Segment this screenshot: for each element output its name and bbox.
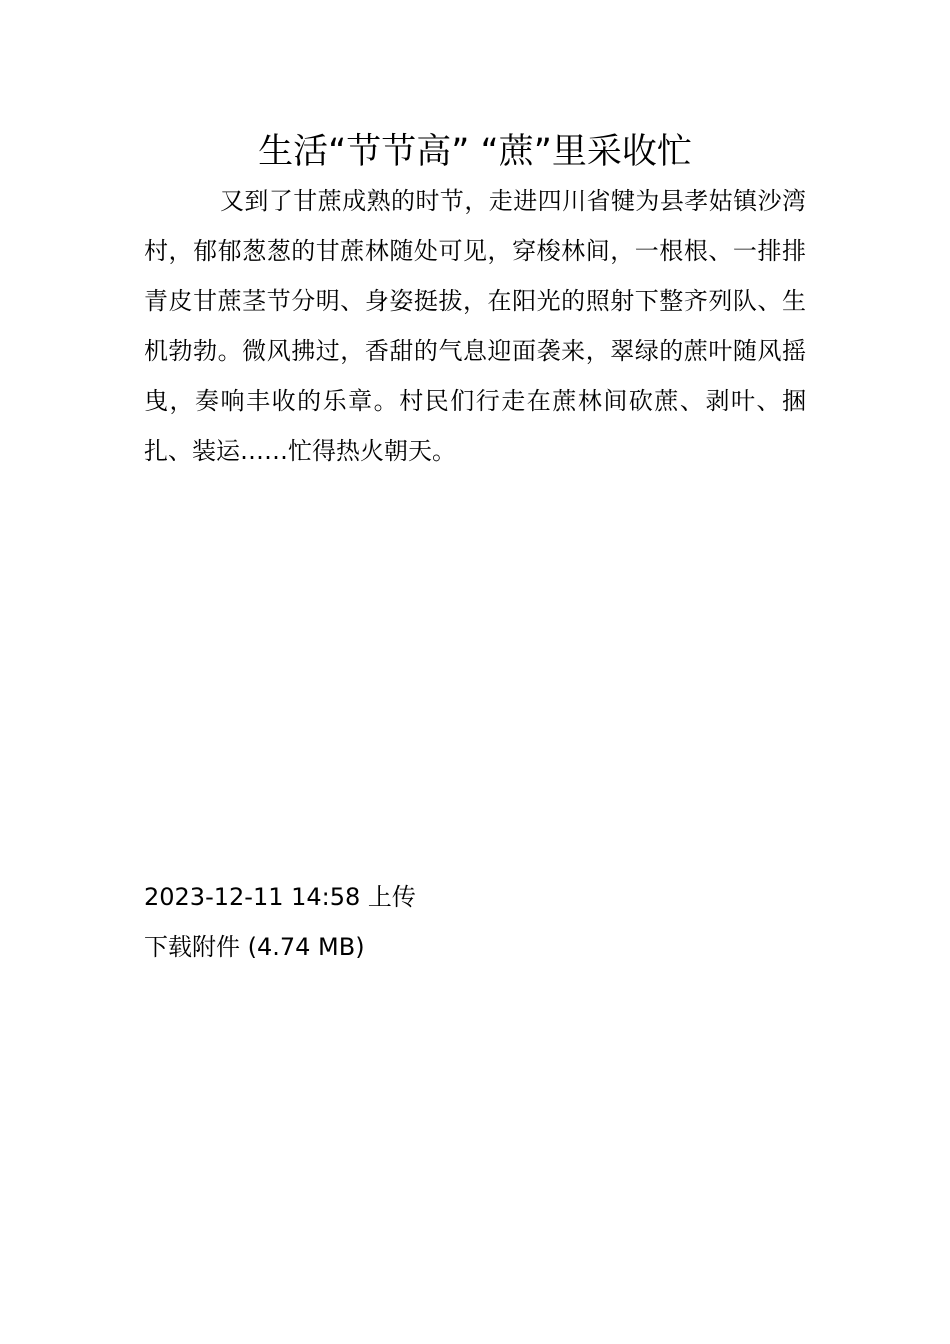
upload-timestamp: 2023-12-11 14:58 上传: [144, 883, 416, 911]
article-title: 生活“节节高” “蔗”里采收忙: [258, 132, 692, 172]
download-attachment-link[interactable]: 下载附件 (4.74 MB): [144, 933, 365, 961]
article-body: 又到了甘蔗成熟的时节，走进四川省犍为县孝姑镇沙湾村，郁郁葱葱的甘蔗林随处可见，穿梭林间，一根根、一排排青皮甘蔗茎节分明、身姿挺拔，在阳光的照射下整齐列队、生机勃勃。微风拂过，香甜的气息迎面袭来，翠绿的蔗叶随风摇曳，奏响丰收的乐章。村民们行走在蔗林间砍蔗、剥叶、捆扎、装运……忙得热火朝天。: [144, 187, 806, 465]
